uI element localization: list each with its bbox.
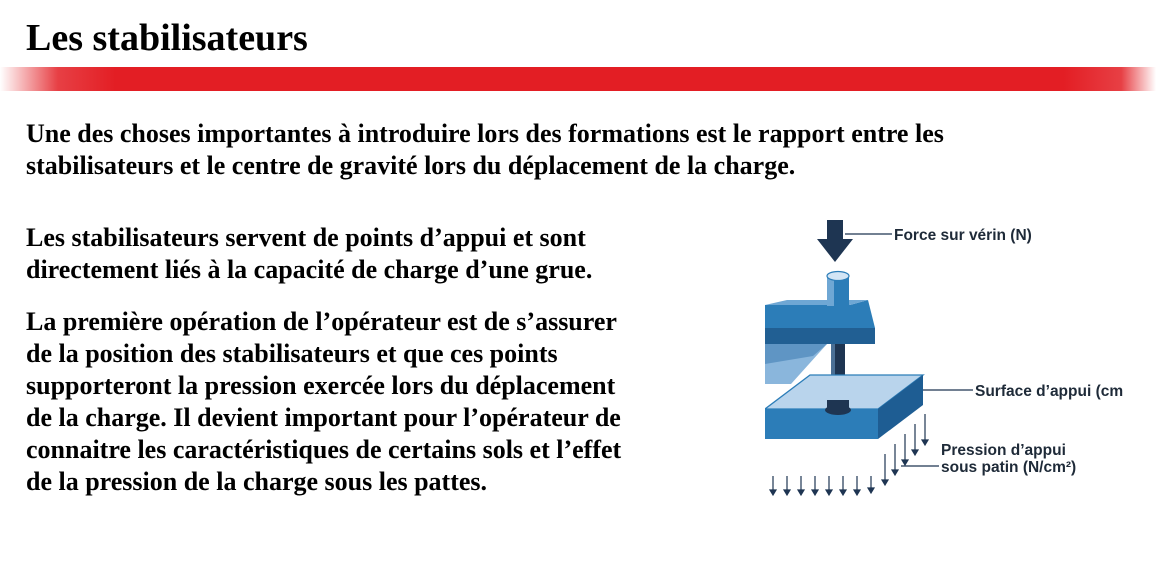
intro-line: stabilisateurs et le centre de gravité lors du déplacement de la charge. (26, 151, 796, 180)
intro-line: Une des choses importantes à introduire lors des formations est le rapport entre les (26, 119, 944, 148)
paragraph-stabilizer-role (26, 222, 756, 286)
intro-paragraph (26, 118, 1141, 182)
label-force: Force sur vérin (N) (894, 227, 1032, 244)
support-plate (765, 375, 923, 439)
stabilizer-illustration (765, 214, 1125, 510)
label-pressure-line2: sous patin (N/cm²) (941, 459, 1077, 476)
paragraph-operator-first-step (26, 306, 756, 498)
paragraph-line: La première opération de l’opérateur est de s’assurer (26, 307, 617, 336)
paragraph-line: de la pression de la charge sous les pattes. (26, 467, 488, 496)
label-pressure-line1: Pression d’appui (941, 442, 1066, 459)
paragraph-line: Les stabilisateurs servent de points d’appui et sont (26, 223, 586, 252)
paragraph-line: de la position des stabilisateurs et que ces points (26, 339, 558, 368)
paragraph-line: connaitre les caractéristiques de certains sols et l’effet (26, 435, 622, 464)
page-title: Les stabilisateurs (26, 17, 308, 59)
paragraph-line: directement liés à la capacité de charge d’une grue. (26, 255, 593, 284)
label-surface: Surface d’appui (cm (975, 383, 1124, 400)
force-arrow-icon (817, 220, 853, 262)
title-underline-bar (0, 67, 1156, 91)
crane-arm-bracket (765, 300, 875, 384)
paragraph-line: de la charge. Il devient important pour l’opérateur de (26, 403, 621, 432)
stabilizer-pressure-diagram (765, 214, 1125, 510)
paragraph-line: supporteront la pression exercée lors du déplacement (26, 371, 616, 400)
